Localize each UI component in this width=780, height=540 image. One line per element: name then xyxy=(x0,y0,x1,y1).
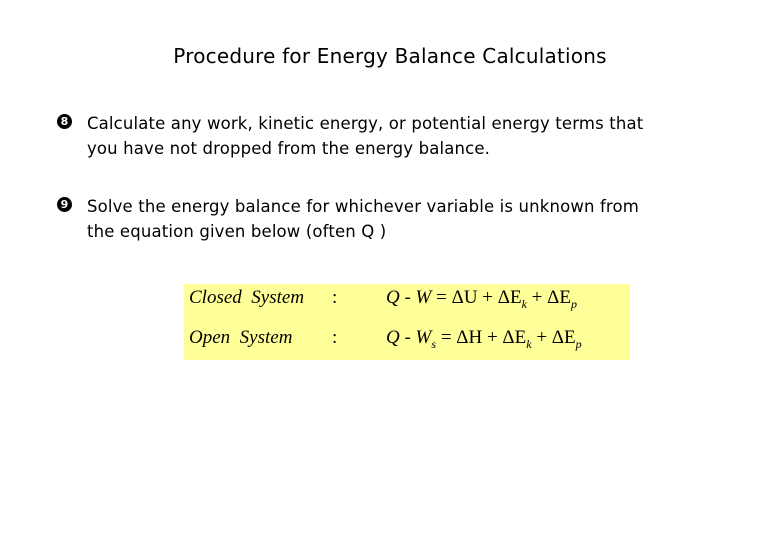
closed-system-formula xyxy=(386,287,577,312)
formula-lhs: Q - W xyxy=(386,287,432,308)
formula-mid: + ΔE xyxy=(531,327,576,348)
page-title: Procedure for Energy Balance Calculations xyxy=(173,44,607,68)
formula-mid: + ΔE xyxy=(526,287,571,308)
subscript-p: p xyxy=(570,297,577,311)
subscript-k: k xyxy=(521,297,527,311)
subscript-s: s xyxy=(431,337,437,351)
bullet-text-line: Solve the energy balance for whichever variable is unknown from xyxy=(87,197,639,216)
open-system-equation xyxy=(184,324,630,358)
formula-lhs: Q - W xyxy=(386,327,432,348)
subscript-p: p xyxy=(575,337,582,351)
bullet-text-line: Calculate any work, kinetic energy, or potential energy terms that xyxy=(87,114,644,133)
formula-rhs: = ΔU + ΔE xyxy=(436,287,522,308)
circled-number-9-icon: 9 xyxy=(57,197,72,212)
equation-colon: : xyxy=(332,327,338,348)
circled-number-8-icon: 8 xyxy=(57,114,72,129)
bullet-text-line: you have not dropped from the energy balance. xyxy=(87,139,491,158)
closed-system-equation xyxy=(184,284,630,318)
bullet-text-9 xyxy=(87,194,727,244)
formula-rhs: = ΔH + ΔE xyxy=(436,327,527,348)
subscript-k: k xyxy=(526,337,532,351)
open-system-label: Open System xyxy=(189,327,293,348)
bullet-text-line: the equation given below (often Q ) xyxy=(87,222,387,241)
equation-colon: : xyxy=(332,287,338,308)
closed-system-label: Closed System xyxy=(189,287,305,308)
equation-box xyxy=(184,284,630,360)
bullet-text-8 xyxy=(87,111,727,161)
open-system-formula xyxy=(386,327,582,352)
